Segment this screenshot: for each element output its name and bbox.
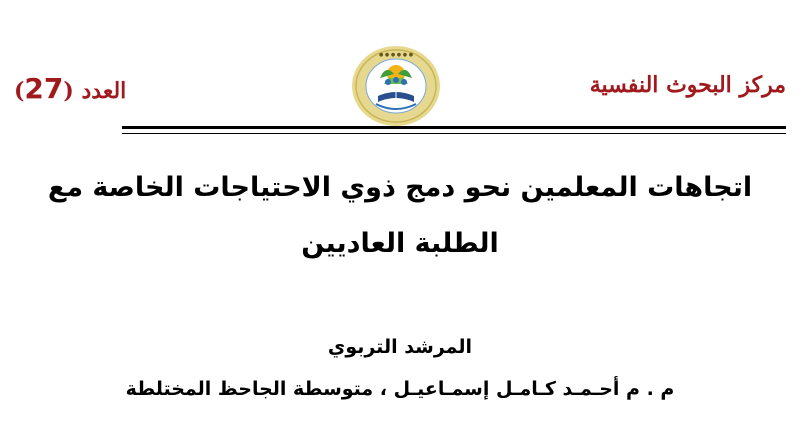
header-divider-thin (122, 133, 786, 134)
svg-text:● ● ● ● ● ●: ● ● ● ● ● ● (378, 52, 414, 58)
issue-label (14, 72, 126, 105)
issue-close-paren: ) (14, 78, 25, 104)
issue-label-text: العدد (81, 78, 127, 104)
issue-open-paren: ( (63, 78, 74, 104)
issue-number: 27 (24, 72, 64, 105)
journal-logo-icon (350, 44, 442, 128)
article-title: اتجاهات المعلمين نحو دمج ذوي الاحتياجات الخاصة مع الطلبة العاديين (47, 172, 753, 259)
author-role: المرشد التربوي (327, 336, 473, 358)
journal-name: مركز البحوث النفسية (589, 72, 786, 98)
author-line: م . م أحـمـد كـامـل إسمـاعيـل ، متوسطة الجاحظ المختلطة (125, 378, 675, 400)
header-divider-thick (122, 126, 786, 129)
